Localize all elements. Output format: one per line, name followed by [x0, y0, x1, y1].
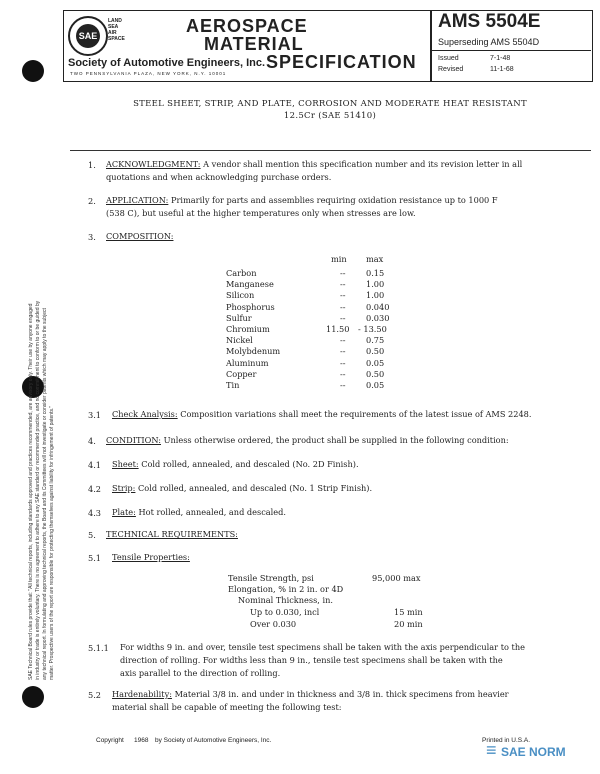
thickness-row-1-label: Up to 0.030, incl [250, 607, 320, 617]
composition-element: Manganese [226, 279, 274, 290]
section-3-1-title: Check Analysis: [112, 409, 178, 419]
copyright-owner: by Society of Automotive Engineers, Inc. [155, 737, 272, 744]
copyright-year: 1968 [134, 737, 149, 744]
tensile-strength-value: 95,000 max [372, 573, 421, 583]
composition-min: -- [340, 301, 346, 312]
composition-min: -- [340, 368, 346, 379]
section-4-3 [112, 506, 286, 519]
composition-element: Molybdenum [226, 346, 281, 357]
nominal-thickness-label: Nominal Thickness, in. [238, 595, 333, 605]
section-4-1-title: Sheet: [112, 459, 139, 469]
revised-label: Revised [438, 66, 464, 73]
section-3-title: COMPOSITION: [106, 231, 174, 241]
composition-min: -- [340, 380, 346, 390]
section-3-number: 3. [88, 232, 96, 242]
section-4-1-number: 4.1 [88, 460, 102, 470]
section-4-title: CONDITION: [106, 435, 161, 445]
section-4-text: Unless otherwise ordered, the product shall be supplied in the following condition: [163, 435, 509, 445]
section-5-2-number: 5.2 [88, 690, 102, 700]
section-4-2-number: 4.2 [88, 484, 102, 494]
composition-min: -- [340, 279, 346, 290]
section-5-2-title: Hardenability: [112, 689, 172, 699]
title-specification: SPECIFICATION [266, 52, 417, 72]
header-rule [432, 50, 591, 51]
composition-element: Aluminum [226, 357, 269, 368]
section-5-title: TECHNICAL REQUIREMENTS: [106, 529, 238, 539]
subject-rule [70, 150, 591, 151]
section-4-3-text: Hot rolled, annealed, and descaled. [138, 507, 286, 517]
section-5-number: 5. [88, 530, 96, 540]
composition-max: 1.00 [366, 279, 385, 290]
sae-logo-text: SAE [76, 24, 100, 48]
composition-min: 11.50 [326, 324, 350, 334]
section-4-2-text: Cold rolled, annealed, and descaled (No. 1 Strip Finish). [138, 483, 373, 493]
composition-max: 0.040 [366, 301, 390, 312]
composition-element: Silicon [226, 290, 255, 301]
section-1-text-2: quotations and when acknowledging purchase orders. [106, 172, 332, 182]
section-4-2-title: Strip: [112, 483, 136, 493]
elongation-label: Elongation, % in 2 in. or 4D [228, 584, 344, 594]
section-1 [106, 158, 566, 184]
section-2 [106, 194, 566, 220]
section-4-number: 4. [88, 436, 96, 446]
composition-min-header: min [331, 254, 347, 264]
copyright-label: Copyright [96, 737, 124, 744]
composition-max: 0.75 [366, 335, 385, 346]
society-address: TWO PENNSYLVANIA PLAZA, NEW YORK, N.Y. 10001 [70, 71, 227, 76]
thickness-row-1-value: 15 min [394, 607, 423, 617]
section-2-text-2: (538 C), but useful at the higher temperatures only when stresses are low. [106, 208, 416, 218]
side-notice-line: matter. Prospective users of the report are responsible for protecting themselves against liability for infringement of patents." [49, 405, 55, 680]
section-5-1-1-number: 5.1.1 [88, 643, 109, 653]
binder-hole-bottom [22, 686, 44, 708]
composition-max: - 13.50 [358, 324, 387, 334]
section-5 [106, 528, 238, 541]
side-notice-line: any technical report. In formulating and approving technical reports, the Board and its Committees will not investigate or consider patents which may apply to the subject [42, 308, 48, 680]
section-5-1-number: 5.1 [88, 553, 102, 563]
section-5-1 [112, 551, 190, 564]
section-5-1-1-text-2: direction of rolling. For widths less than 9 in., tensile test specimens shall be taken with the [120, 655, 503, 665]
section-2-text: Primarily for parts and assemblies requiring oxidation resistance up to 1000 F [170, 195, 498, 205]
composition-max: 0.05 [366, 357, 385, 368]
composition-element: Sulfur [226, 312, 252, 323]
section-4-1 [112, 458, 359, 471]
watermark-logo-icon: ≡ [486, 740, 497, 760]
spec-number: AMS 5504E [438, 11, 541, 32]
section-3-1 [112, 408, 582, 421]
composition-max: 0.030 [366, 312, 390, 323]
composition-min: -- [340, 346, 346, 357]
composition-max: 0.50 [366, 368, 385, 379]
issued-label: Issued [438, 55, 459, 62]
section-5-1-1-text: For widths 9 in. and over, tensile test specimens shall be taken with the axis perpendicular to the [120, 642, 525, 652]
composition-max: 1.00 [366, 290, 385, 301]
sae-norm-watermark [486, 740, 566, 761]
section-1-number: 1. [88, 160, 96, 170]
section-5-2-text-2: material shall be capable of meeting the following test: [112, 702, 342, 712]
section-1-text: A vendor shall mention this specification number and its revision letter in all [203, 159, 523, 169]
subject-line-2: 12.5Cr (SAE 51410) [283, 111, 377, 121]
sae-logo [68, 16, 108, 56]
title-aerospace: AEROSPACE [186, 16, 308, 36]
printed-in: Printed in U.S.A. [482, 737, 531, 744]
composition-element: Nickel [226, 335, 253, 346]
section-5-1-1 [120, 641, 590, 680]
composition-min: -- [340, 357, 346, 368]
section-4-3-number: 4.3 [88, 508, 102, 518]
logo-word: LAND [108, 18, 122, 24]
section-4-2 [112, 482, 372, 495]
watermark-text: SAE NORM [500, 745, 566, 759]
composition-max: 0.05 [366, 380, 385, 390]
section-3 [106, 230, 173, 243]
section-4-3-title: Plate: [112, 507, 136, 517]
composition-max: 0.15 [366, 268, 385, 278]
section-4-1-text: Cold rolled, annealed, and descaled (No. 2D Finish). [141, 459, 359, 469]
composition-element: Copper [226, 368, 257, 379]
thickness-row-2-value: 20 min [394, 619, 423, 629]
composition-max: 0.50 [366, 346, 385, 357]
subject-line-1: STEEL SHEET, STRIP, AND PLATE, CORROSION AND MODERATE HEAT RESISTANT [133, 99, 527, 109]
superseding-note: Superseding AMS 5504D [438, 37, 540, 47]
side-notice-line: in industry or trade is entirely voluntary. There is no agreement to adhere to any SAE standard or recommended practice, and no commitment to conform to or be guided by [35, 300, 41, 680]
logo-word: AIR [108, 30, 117, 36]
composition-element: Chromium [226, 324, 270, 334]
composition-min: -- [340, 290, 346, 301]
header-divider [430, 10, 432, 82]
composition-min: -- [340, 335, 346, 346]
section-5-1-title: Tensile Properties: [112, 552, 190, 562]
composition-max-header: max [366, 254, 384, 264]
society-name: Society of Automotive Engineers, Inc. [68, 57, 266, 69]
logo-word: SPACE [108, 36, 125, 42]
composition-min: -- [340, 312, 346, 323]
section-2-title: APPLICATION: [106, 195, 169, 205]
binder-hole-top [22, 60, 44, 82]
logo-words [108, 18, 130, 42]
section-2-number: 2. [88, 196, 96, 206]
side-notice-line: SAE Technical Board rules provide that: "All technical reports, including standards approved and practices recommended, are advisory only. Their use by anyone engaged [28, 303, 34, 680]
section-5-2 [112, 688, 592, 714]
section-5-1-1-text-3: axis parallel to the direction of rolling. [120, 668, 281, 678]
section-1-title: ACKNOWLEDGMENT: [106, 159, 201, 169]
issued-date: 7-1-48 [490, 55, 511, 62]
tensile-strength-label: Tensile Strength, psi [228, 573, 314, 583]
composition-element: Tin [226, 380, 240, 390]
section-4 [106, 434, 576, 447]
title-material: MATERIAL [204, 34, 304, 54]
side-notice [28, 120, 64, 680]
section-3-1-text: Composition variations shall meet the requirements of the latest issue of AMS 2248. [180, 409, 532, 419]
section-5-2-text: Material 3/8 in. and under in thickness and 3/8 in. thick specimens from heavier [174, 689, 509, 699]
composition-min: -- [340, 268, 346, 278]
composition-element: Phosphorus [226, 301, 275, 312]
composition-element: Carbon [226, 268, 257, 278]
section-3-1-number: 3.1 [88, 410, 102, 420]
revised-date: 11-1-68 [490, 66, 514, 73]
thickness-row-2-label: Over 0.030 [250, 619, 297, 629]
logo-word: SEA [108, 24, 119, 30]
